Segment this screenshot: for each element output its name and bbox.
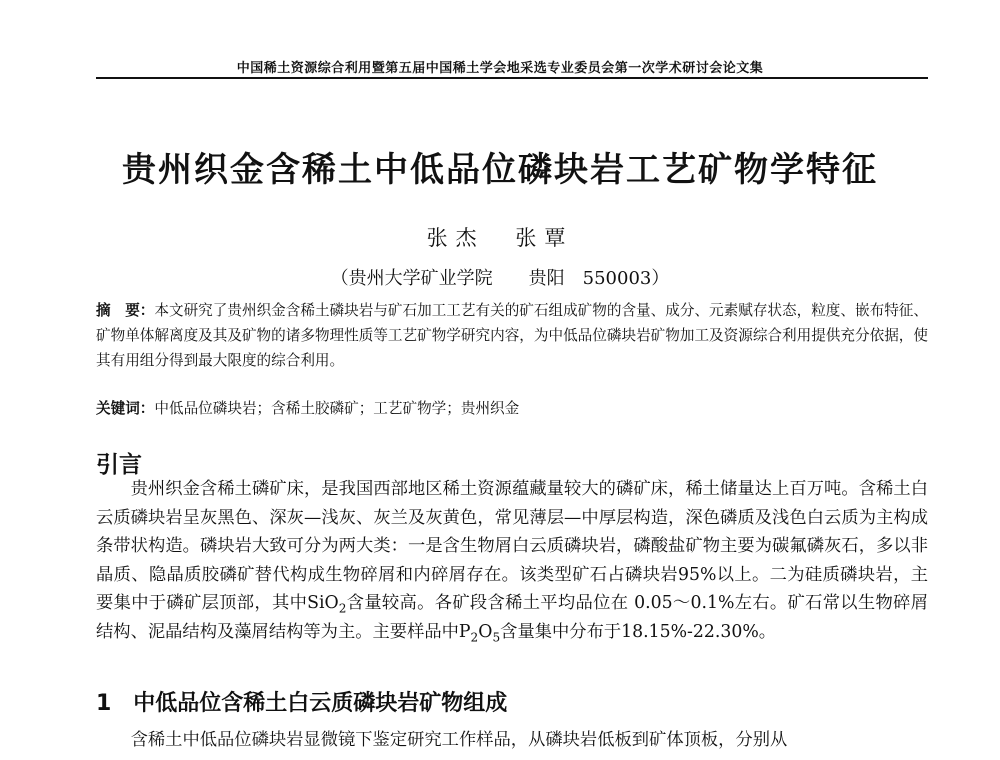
intro-heading: 引言 <box>96 452 142 478</box>
intro-text-2: 含量较高。各矿段含稀土平均品位在 0.05～0.1%左右。矿石常以生物碎屑结构、泥晶结构及藻屑结构等为主。主要样品中P <box>96 593 928 642</box>
keywords-label: 关键词： <box>96 400 155 417</box>
intro-body <box>96 475 928 647</box>
intro-text-4: 含量集中分布于18.15%-22.30%。 <box>500 621 777 642</box>
abstract-label: 摘 要： <box>96 302 155 319</box>
intro-text-3: O <box>478 621 493 642</box>
header-rule <box>96 77 928 79</box>
intro-sub-2: 2 <box>470 630 479 645</box>
affiliation: （贵州大学矿业学院 贵阳 550003） <box>330 268 670 289</box>
running-header: 中国稀土资源综合利用暨第五届中国稀土学会地采选专业委员会第一次学术研讨会论文集 <box>236 61 764 76</box>
paper-title: 贵州织金含稀土中低品位磷块岩工艺矿物学特征 <box>122 150 878 190</box>
author-2: 张覃 <box>515 226 574 250</box>
intro-sub-3: 5 <box>492 630 501 645</box>
author-1: 张杰 <box>426 226 485 250</box>
intro-sub-1: 2 <box>338 601 347 616</box>
intro-paragraph <box>96 475 928 647</box>
authors <box>0 222 1000 252</box>
section-1-paragraph: 含稀土中低品位磷块岩显微镜下鉴定研究工作样品，从磷块岩低板到矿体顶板，分别从 <box>130 730 788 750</box>
section-1-heading: 1 中低品位含稀土白云质磷块岩矿物组成 <box>96 691 508 716</box>
abstract-text: 本文研究了贵州织金含稀土磷块岩与矿石加工工艺有关的矿石组成矿物的含量、成分、元素赋存状态，粒度、嵌布特征、矿物单体解离度及其及矿物的诸多物理性质等工艺矿物学研究内容，为中低品位磷块岩矿物加工及资源综合利用提供充分依据，使其有用组分得到最大限度的综合利用。 <box>96 302 928 369</box>
intro-text-1: 贵州织金含稀土磷矿床，是我国西部地区稀土资源蕴藏量较大的磷矿床，稀土储量达上百万吨。含稀土白云质磷块岩呈灰黑色、深灰—浅灰、灰兰及灰黄色，常见薄层—中厚层构造，深色磷质及浅色白云质为主构成条带状构造。磷块岩大致可分为两大类：一是含生物屑白云质磷块岩，磷酸盐矿物主要为碳氟磷灰石，多以非晶质、隐晶质胶磷矿替代构成生物碎屑和内碎屑存在。该类型矿石占磷块岩95%以上。二为硅质磷块岩，主要集中于磷矿层顶部，其中SiO <box>96 479 928 614</box>
keywords-text: 中低品位磷块岩；含稀土胶磷矿；工艺矿物学；贵州织金 <box>154 400 520 417</box>
abstract <box>96 298 928 373</box>
keywords <box>96 396 928 421</box>
section-1-body <box>96 726 928 755</box>
